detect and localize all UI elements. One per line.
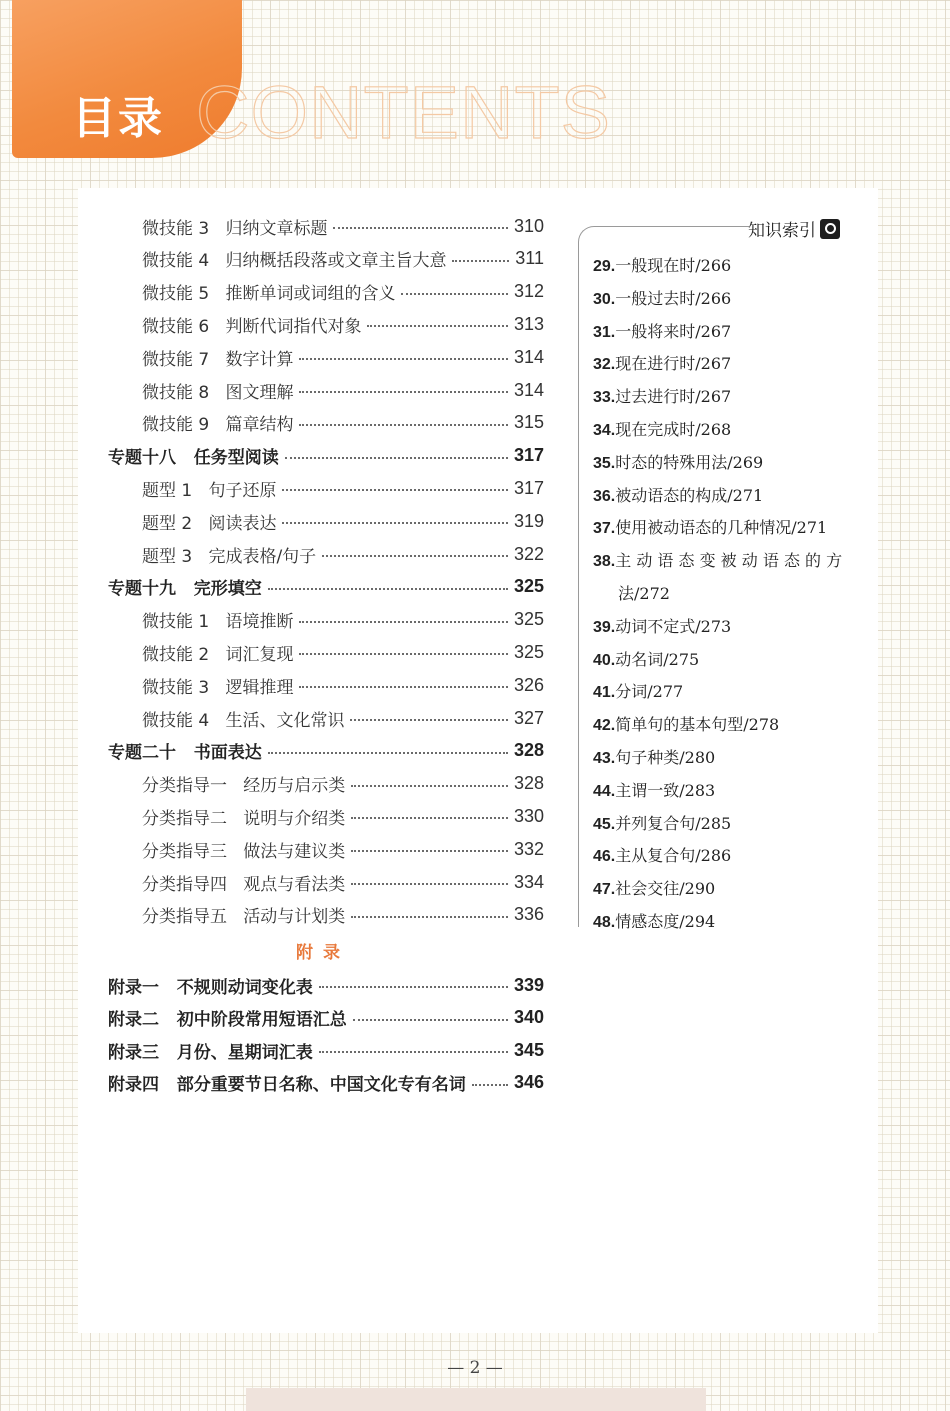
toc-entry[interactable] [142,309,544,339]
knowledge-index-item[interactable] [593,778,715,801]
knowledge-index-text: 现在进行时/267 [615,354,732,374]
toc-entry-page: 330 [513,805,544,826]
toc-leader-dots [351,785,508,787]
toc-entry-page: 314 [513,346,544,367]
toc-leader-dots [322,555,508,557]
toc-entry[interactable] [142,277,544,307]
toc-entry[interactable] [142,834,544,864]
toc-entry-page: 317 [513,445,544,466]
knowledge-index-text: 动名词/275 [615,649,700,669]
appendix-entry-page: 345 [513,1039,544,1060]
toc-entry-number: 微技能 4 [142,710,210,731]
footer-strip [246,1388,706,1411]
knowledge-index-item[interactable] [593,319,731,342]
knowledge-index-number: 43. [593,750,616,767]
toc-leader-dots [351,850,508,852]
appendix-heading: 附录 [296,943,350,963]
appendix-entry-label: 初中阶段常用短语汇总 [159,1010,347,1030]
toc-entry[interactable] [108,736,544,766]
toc-leader-dots [299,391,508,393]
knowledge-index-text: 被动语态的构成/271 [615,485,764,505]
toc-entry-label: 生活、文化常识 [209,710,345,731]
toc-leader-dots [319,1051,508,1053]
toc-entry-number: 专题二十 [108,743,176,764]
toc-entry-number: 微技能 7 [142,349,210,370]
toc-entry-number: 微技能 9 [142,415,210,436]
knowledge-index-text: 社会交往/290 [615,879,716,899]
toc-entry-number: 微技能 4 [142,251,210,272]
toc-entry-page: 322 [513,543,544,564]
knowledge-index-item[interactable] [593,745,715,768]
knowledge-index-number: 30. [593,290,616,308]
contents-watermark: CONTENTS [196,71,611,154]
toc-entry[interactable] [142,244,544,274]
toc-leader-dots [351,916,508,918]
toc-entry-label: 推断单词或词组的含义 [209,284,396,305]
knowledge-index-text: 法/272 [618,584,670,603]
knowledge-index-item[interactable] [593,450,763,473]
toc-entry-label: 归纳概括段落或文章主旨大意 [209,251,447,272]
toc-entry[interactable] [108,441,544,471]
knowledge-index-text: 使用被动语态的几种情况/271 [615,518,828,538]
appendix-entry-number: 附录一 [108,977,159,998]
toc-entry-label: 阅读表达 [192,513,277,534]
toc-entry-label: 观点与看法类 [227,874,346,895]
toc-entry-number: 微技能 3 [142,218,210,239]
search-book-icon [820,219,840,239]
knowledge-index-item[interactable] [593,679,683,702]
toc-entry-page: 317 [513,477,544,498]
toc-entry-label: 完形填空 [176,579,262,600]
toc-leader-dots [268,588,508,590]
toc-entry-page: 336 [513,904,544,925]
knowledge-index-number: 44. [593,782,616,800]
knowledge-index-text: 一般将来时/267 [615,321,732,341]
knowledge-index-text: 情感态度/294 [615,912,716,931]
appendix-entry-page: 340 [513,1007,544,1027]
toc-leader-dots [268,752,508,754]
knowledge-index-text: 分词/277 [615,682,684,702]
toc-entry-number: 微技能 2 [142,644,210,665]
toc-entry-number: 分类指导二 [142,808,227,829]
toc-entry-page: 332 [513,838,544,859]
knowledge-index-number: 38. [593,553,616,571]
toc-entry-label: 归纳文章标题 [209,218,328,239]
knowledge-index-item[interactable] [593,614,731,637]
knowledge-index-item[interactable] [593,286,731,309]
toc-leader-dots [282,489,508,491]
toc-leader-dots [367,325,508,327]
toc-entry[interactable] [142,670,544,700]
knowledge-index-number: 37. [593,520,616,538]
toc-entry[interactable] [142,506,544,536]
toc-entry-label: 判断代词指代对象 [209,316,362,337]
knowledge-index-text: 主从复合句/286 [615,846,732,866]
toc-entry-number: 专题十九 [108,579,176,600]
toc-entry-page: 325 [513,609,544,630]
toc-entry-number: 分类指导一 [142,776,227,797]
knowledge-index-number: 41. [593,684,616,702]
toc-entry-page: 334 [513,871,544,892]
toc-leader-dots [401,293,508,295]
appendix-entry-page: 339 [513,974,544,995]
knowledge-index-text: 过去进行时/267 [615,387,732,407]
knowledge-index-number: 33. [593,389,616,407]
toc-entry-label: 完成表格/句子 [192,546,317,567]
toc-entry-label: 做法与建议类 [227,841,346,862]
knowledge-index-text: 主 动 语 态 变 被 动 语 态 的 方 [615,551,843,571]
toc-leader-dots [299,621,508,623]
knowledge-index-item[interactable] [593,647,699,670]
appendix-entry[interactable] [108,1003,544,1033]
toc-leader-dots [282,522,508,524]
toc-entry-page: 328 [513,740,544,761]
toc-entry-number: 题型 2 [142,513,193,534]
knowledge-index-item[interactable] [593,811,731,834]
toc-entry-number: 分类指导五 [142,907,227,928]
toc-leader-dots [350,719,508,721]
toc-entry[interactable] [142,867,544,897]
page-title: 目录 [72,93,164,144]
knowledge-index-title: 知识索引 [748,221,816,241]
toc-leader-dots [353,1019,508,1021]
toc-entry[interactable] [142,801,544,831]
toc-entry-page: 313 [513,313,544,334]
toc-entry-number: 微技能 3 [142,677,210,698]
appendix-entry[interactable] [108,1068,544,1098]
toc-leader-dots [351,817,508,819]
toc-entry-page: 314 [513,379,544,400]
toc-leader-dots [351,883,508,885]
toc-entry-page: 326 [513,674,544,695]
toc-leader-dots [452,260,509,262]
toc-entry[interactable] [142,703,544,733]
knowledge-index-number: 35. [593,454,616,472]
knowledge-index-item[interactable] [593,417,731,440]
toc-leader-dots [299,358,508,360]
appendix-entry-number: 附录三 [108,1042,159,1063]
toc-entry-label: 经历与启示类 [227,776,346,797]
toc-entry-label: 图文理解 [209,382,294,403]
toc-entry-page: 310 [513,215,544,236]
knowledge-index-header [748,216,840,241]
knowledge-index-number: 29. [593,258,616,275]
toc-entry-page: 311 [515,248,544,269]
toc-entry-page: 325 [513,641,544,662]
appendix-entry-label: 部分重要节日名称、中国文化专有名词 [159,1075,466,1095]
knowledge-index-text: 一般过去时/266 [615,288,732,308]
toc-entry-page: 319 [513,510,544,531]
toc-entry-label: 说明与介绍类 [227,808,346,829]
toc-leader-dots [299,686,508,688]
toc-entry-label: 活动与计划类 [227,907,346,928]
toc-entry-label: 数字计算 [209,349,294,370]
appendix-entry[interactable] [108,1035,544,1065]
appendix-entry-label: 月份、星期词汇表 [159,1042,313,1063]
toc-entry-number: 微技能 5 [142,284,210,305]
toc-entry[interactable] [142,900,544,930]
knowledge-index-text: 一般现在时/266 [615,256,732,275]
knowledge-index-number: 47. [593,881,616,899]
toc-leader-dots [299,424,508,426]
toc-entry[interactable] [142,769,544,799]
toc-entry-number: 专题十八 [108,448,176,469]
toc-entry[interactable] [142,211,544,241]
knowledge-index-text: 动词不定式/273 [615,616,732,636]
knowledge-index-text: 主谓一致/283 [615,780,716,800]
toc-entry-number: 题型 1 [142,480,193,501]
knowledge-index-number: 39. [593,618,616,636]
toc-entry[interactable] [142,375,544,405]
toc-entry[interactable] [108,572,544,602]
knowledge-index-item[interactable] [593,515,827,538]
toc-entry-page: 312 [513,281,544,302]
knowledge-index-number: 48. [593,914,616,931]
toc-entry-label: 句子还原 [192,480,277,501]
knowledge-index-number: 46. [593,848,616,866]
page-number: — 2 — [447,1358,503,1378]
appendix-entry-number: 附录四 [108,1075,159,1095]
knowledge-index-item[interactable] [593,483,763,506]
toc-entry-label: 任务型阅读 [176,448,279,469]
knowledge-index-item[interactable] [593,253,731,276]
appendix-entry-number: 附录二 [108,1010,159,1030]
toc-entry-page: 328 [513,773,544,794]
knowledge-index-number: 34. [593,422,616,439]
appendix-entry[interactable] [108,970,544,1000]
toc-entry-label: 语境推断 [209,612,294,633]
toc-entry[interactable] [142,408,544,438]
toc-entry-number: 微技能 6 [142,316,210,337]
knowledge-index-item[interactable] [593,384,731,407]
toc-entry[interactable] [142,605,544,635]
knowledge-index-text: 现在完成时/268 [615,420,732,439]
knowledge-index-item[interactable] [593,843,731,866]
toc-entry-label: 逻辑推理 [209,677,294,698]
toc-leader-dots [299,653,508,655]
knowledge-index-number: 40. [593,651,616,669]
toc-entry-number: 微技能 8 [142,382,210,403]
toc-entry-number: 分类指导三 [142,841,227,862]
knowledge-index-number: 31. [593,323,616,341]
knowledge-index-item[interactable] [593,876,715,899]
knowledge-index-item[interactable] [618,581,670,604]
toc-entry-page: 325 [513,576,544,597]
knowledge-index-number: 42. [593,717,616,735]
toc-entry-label: 篇章结构 [209,415,294,436]
toc-entry-number: 微技能 1 [142,612,210,633]
knowledge-index-item[interactable] [593,909,715,932]
knowledge-index-number: 45. [593,815,616,833]
toc-entry-number: 题型 3 [142,546,193,567]
toc-leader-dots [333,227,508,229]
knowledge-index-text: 时态的特殊用法/269 [615,452,764,472]
toc-entry[interactable] [142,342,544,372]
appendix-entry-page: 346 [513,1072,544,1092]
toc-entry[interactable] [142,637,544,667]
knowledge-index-text: 并列复合句/285 [615,813,732,833]
knowledge-index-text: 句子种类/280 [615,748,716,767]
knowledge-index-item[interactable] [593,712,779,735]
toc-leader-dots [285,457,508,459]
toc-entry[interactable] [142,473,544,503]
toc-entry-page: 315 [513,412,544,433]
knowledge-index-number: 36. [593,487,616,505]
toc-entry-label: 词汇复现 [209,644,294,665]
knowledge-index-item[interactable] [593,351,731,374]
toc-entry-label: 书面表达 [176,743,262,764]
knowledge-index-text: 简单句的基本句型/278 [615,715,780,735]
knowledge-index-item[interactable] [593,548,842,571]
toc-entry[interactable] [142,539,544,569]
toc-leader-dots [472,1084,508,1086]
toc-entry-page: 327 [513,707,544,728]
appendix-entry-label: 不规则动词变化表 [159,977,313,998]
knowledge-index-number: 32. [593,356,616,374]
toc-entry-number: 分类指导四 [142,874,227,895]
toc-leader-dots [319,986,508,988]
